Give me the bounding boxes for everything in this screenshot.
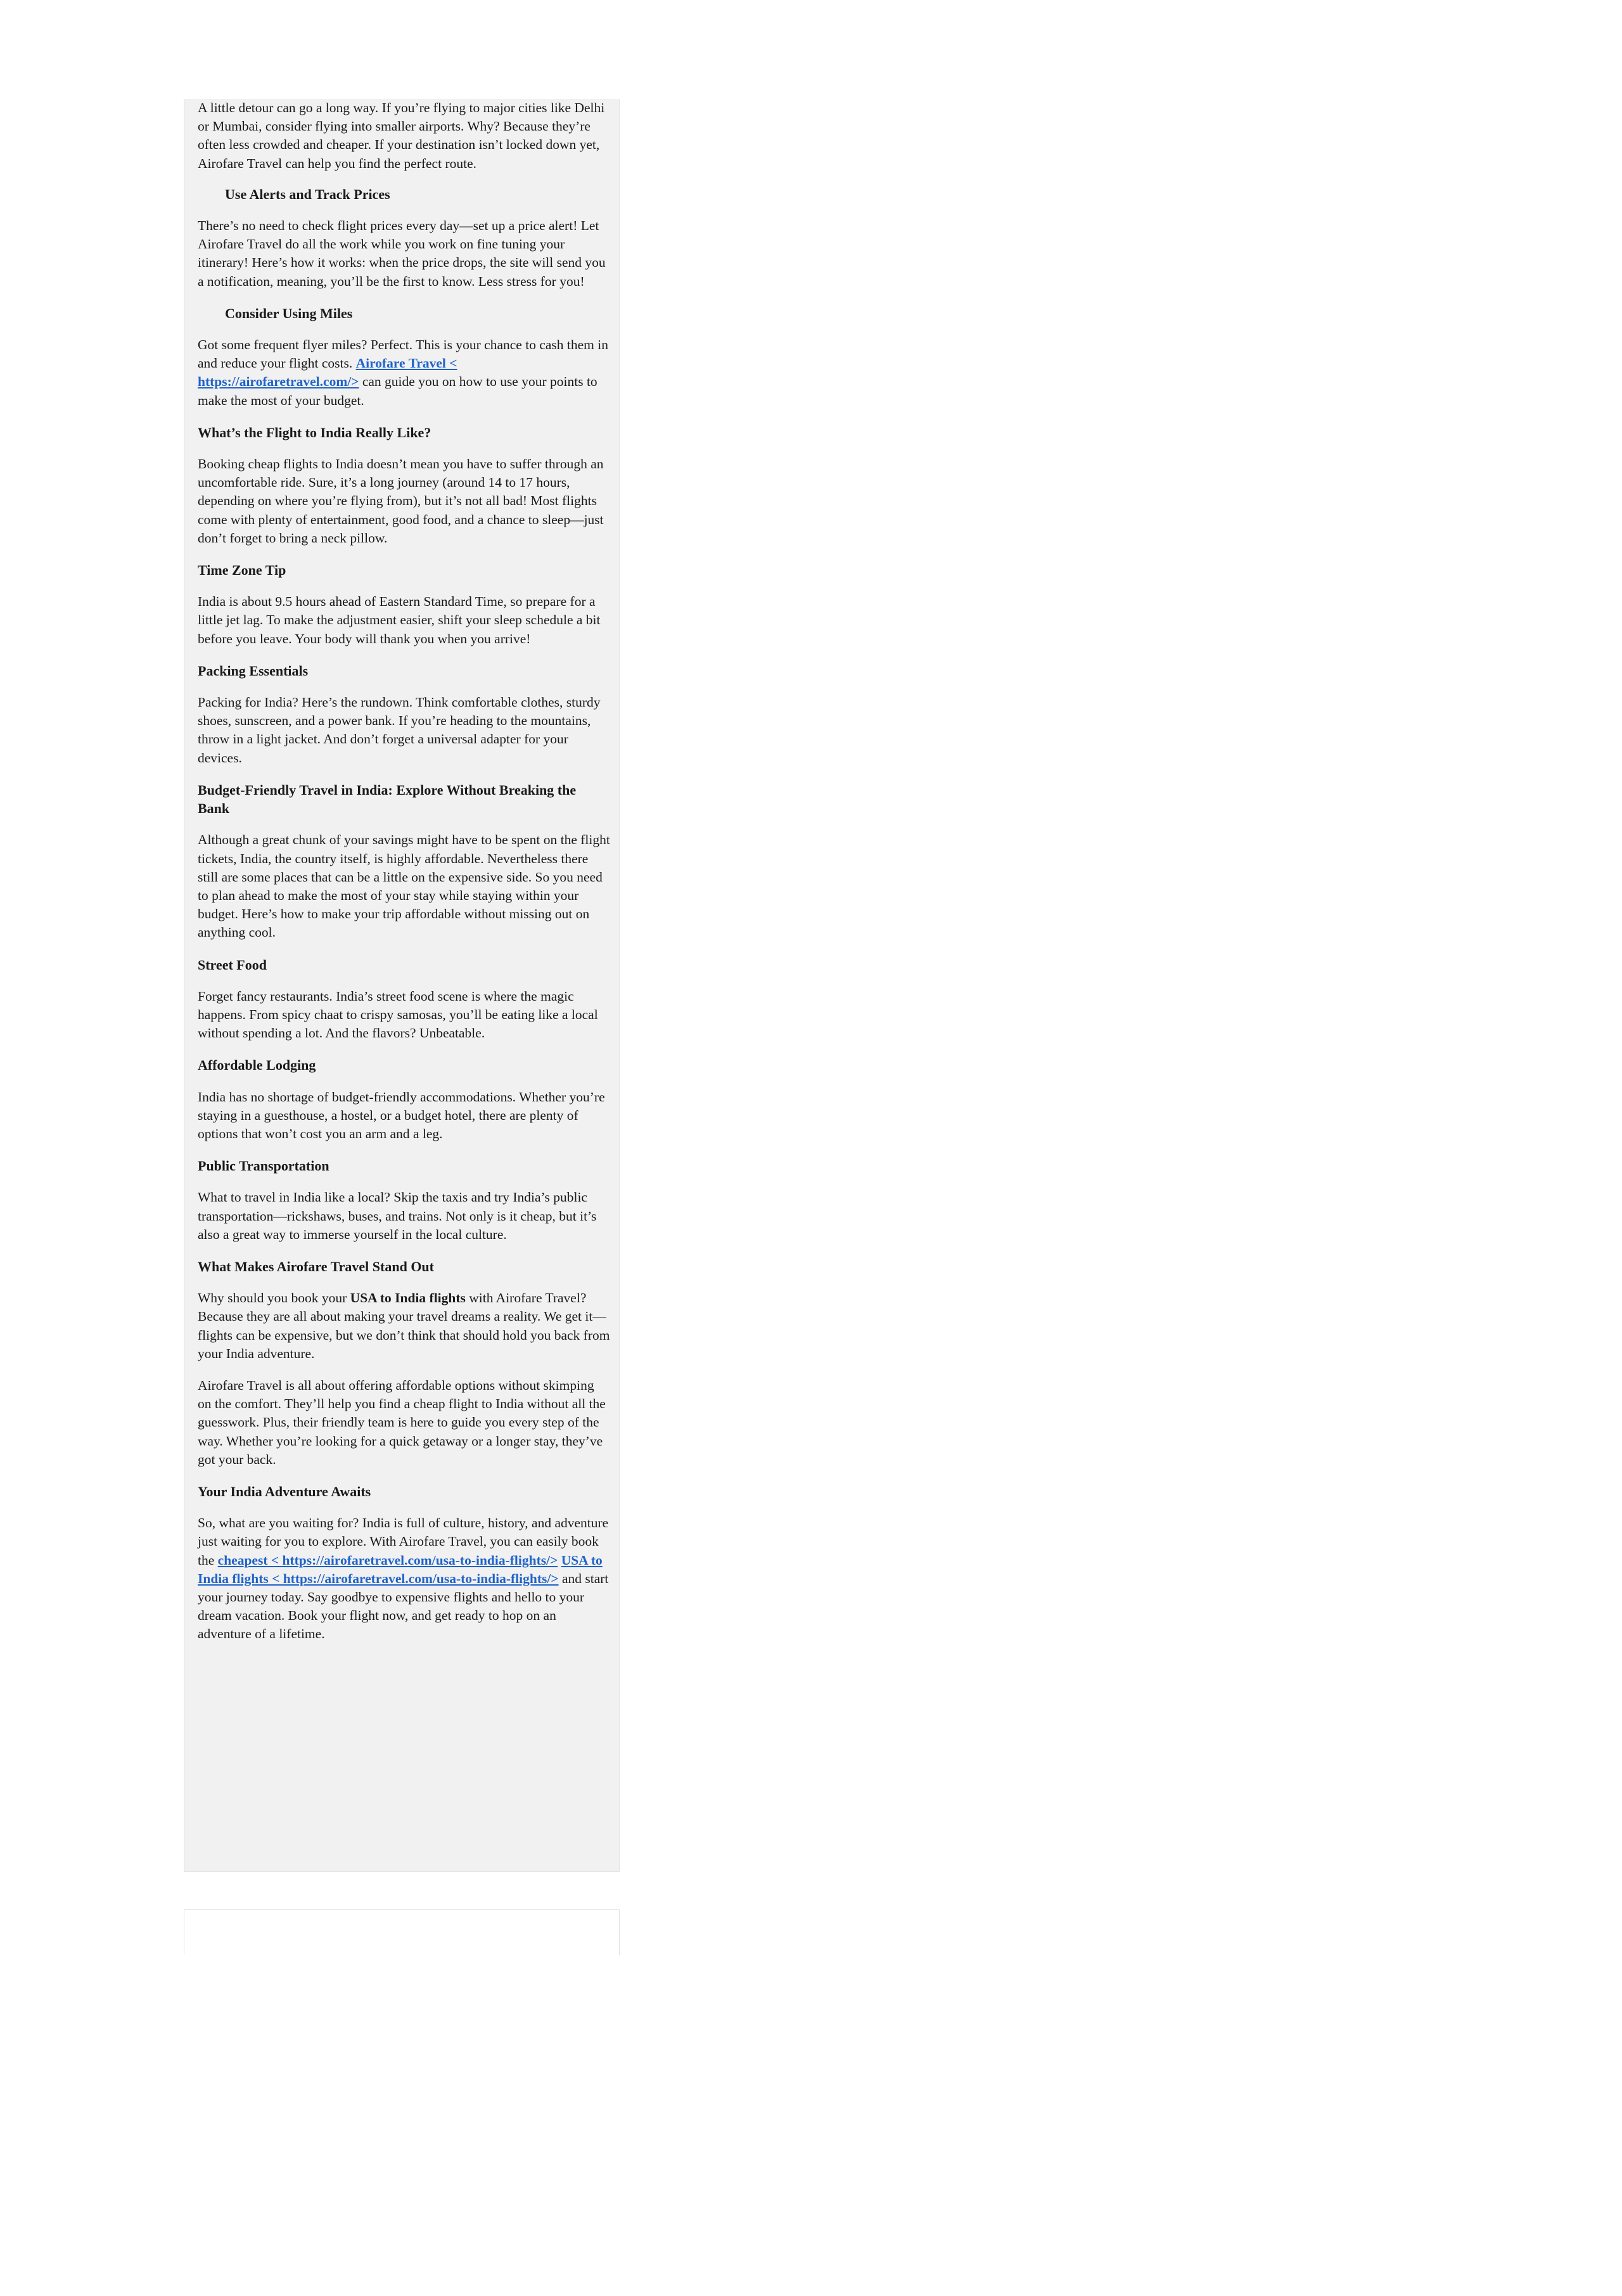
heading-consider-miles: Consider Using Miles [225, 305, 353, 321]
usa-india-flights-link[interactable]: USA to India flights < https://airofaretravel.com/usa-to-india-flights/> [198, 1552, 603, 1586]
heading-transport: Public Transportation [198, 1158, 329, 1174]
miles-paragraph [198, 336, 611, 410]
standout-paragraph-2: Airofare Travel is all about offering affordable options without skimping on the comfort. They’ll help you find a cheap flight to India without all the guesswork. Plus, their friendly team is here to guide you every step of the way. Whether you’re looking for a quick getaway or a longer stay, they’ve got your back. [198, 1377, 606, 1467]
heading-flight-experience: What’s the Flight to India Really Like? [198, 424, 431, 440]
miles-text-after: can guide you on how to use your points to make the most of your budget. [198, 374, 597, 408]
heading-budget-travel: Budget-Friendly Travel in India: Explore Without Breaking the Bank [198, 781, 577, 817]
heading-standout: What Makes Airofare Travel Stand Out [198, 1258, 434, 1274]
timezone-paragraph: India is about 9.5 hours ahead of Eastern Standard Time, so prepare for a little jet lag. To make the adjustment easier, shift your sleep schedule a bit before you leave. Your body will thank you when you arrive! [198, 594, 601, 646]
street-food-paragraph: Forget fancy restaurants. India’s street food scene is where the magic happens. From spicy chaat to crispy samosas, you’ll be eating like a local without spending a lot. And the flavors? Unbeatable. [198, 988, 598, 1041]
packing-paragraph: Packing for India? Here’s the rundown. Think comfortable clothes, sturdy shoes, sunscreen, and a power bank. If you’re heading to the mountains, throw in a light jacket. And don’t forget a universal adapter for your devices. [198, 695, 601, 766]
intro-paragraph: A little detour can go a long way. If you’re flying to major cities like Delhi or Mumbai, consider flying into smaller airports. Why? Because they’re often less crowded and cheaper. If your destination isn’t locked down yet, Airofare Travel can help you find the perfect route. [198, 100, 605, 171]
heading-use-alerts: Use Alerts and Track Prices [225, 186, 390, 202]
next-document-page [184, 1909, 620, 1955]
adventure-text-after: and start your journey today. Say goodbye to expensive flights and hello to your dream vacation. Book your flight now, and get ready to hop on an adventure of a lifetime. [198, 1570, 609, 1642]
transport-paragraph: What to travel in India like a local? Skip the taxis and try India’s public transportation—rickshaws, buses, and trains. Not only is it cheap, but it’s also a great way to immerse yourself in the local culture. [198, 1190, 597, 1242]
airofare-travel-link[interactable]: Airofare Travel < https://airofaretravel.com/> [198, 356, 457, 390]
heading-adventure: Your India Adventure Awaits [198, 1483, 371, 1499]
adventure-paragraph [198, 1514, 611, 1643]
document-page [184, 99, 620, 1872]
heading-time-zone: Time Zone Tip [198, 562, 286, 579]
standout-text-before: Why should you book your [198, 1290, 350, 1306]
document-content [198, 99, 611, 1657]
flight-paragraph: Booking cheap flights to India doesn’t mean you have to suffer through an uncomfortable ride. Sure, it’s a long journey (around 14 to 17 hours, depending on where you’re flying from), but it’s not all bad! Most flights come with plenty of entertainment, good food, and a chance to sleep—just don’t forget to bring a neck pillow. [198, 456, 604, 546]
heading-packing: Packing Essentials [198, 662, 309, 679]
lodging-paragraph: India has no shortage of budget-friendly accommodations. Whether you’re staying in a guesthouse, a hostel, or a budget hotel, there are plenty of options that won’t cost you an arm and a leg. [198, 1089, 605, 1141]
budget-paragraph: Although a great chunk of your savings might have to be spent on the flight tickets, India, the country itself, is highly affordable. Nevertheless there still are some places that can be a little on the expensive side. So you need to plan ahead to make the most of your stay while staying within your budget. Here’s how to make your trip affordable without missing out on anything cool. [198, 832, 610, 940]
heading-street-food: Street Food [198, 956, 267, 973]
cheapest-link[interactable]: cheapest < https://airofaretravel.com/usa-to-india-flights/> [217, 1552, 558, 1568]
alerts-paragraph: There’s no need to check flight prices every day—set up a price alert! Let Airofare Travel do all the work while you work on fine tuning your itinerary! Here’s how it works: when the price drops, the site will send you a notification, meaning, you’ll be the first to know. Less stress for you! [198, 218, 606, 289]
usa-india-flights-bold: USA to India flights [350, 1290, 466, 1306]
standout-text-after: with Airofare Travel? Because they are all about making your travel dreams a reality. We get it—flights can be expensive, but we don’t think that should hold you back from your India adventure. [198, 1290, 610, 1361]
heading-lodging: Affordable Lodging [198, 1057, 316, 1074]
miles-text-before: Got some frequent flyer miles? Perfect. This is your chance to cash them in and reduce your flight costs. [198, 337, 608, 371]
adventure-text-before: So, what are you waiting for? India is full of culture, history, and adventure just waiting for you to explore. With Airofare Travel, you can easily book the [198, 1515, 609, 1568]
standout-paragraph-1 [198, 1289, 611, 1363]
